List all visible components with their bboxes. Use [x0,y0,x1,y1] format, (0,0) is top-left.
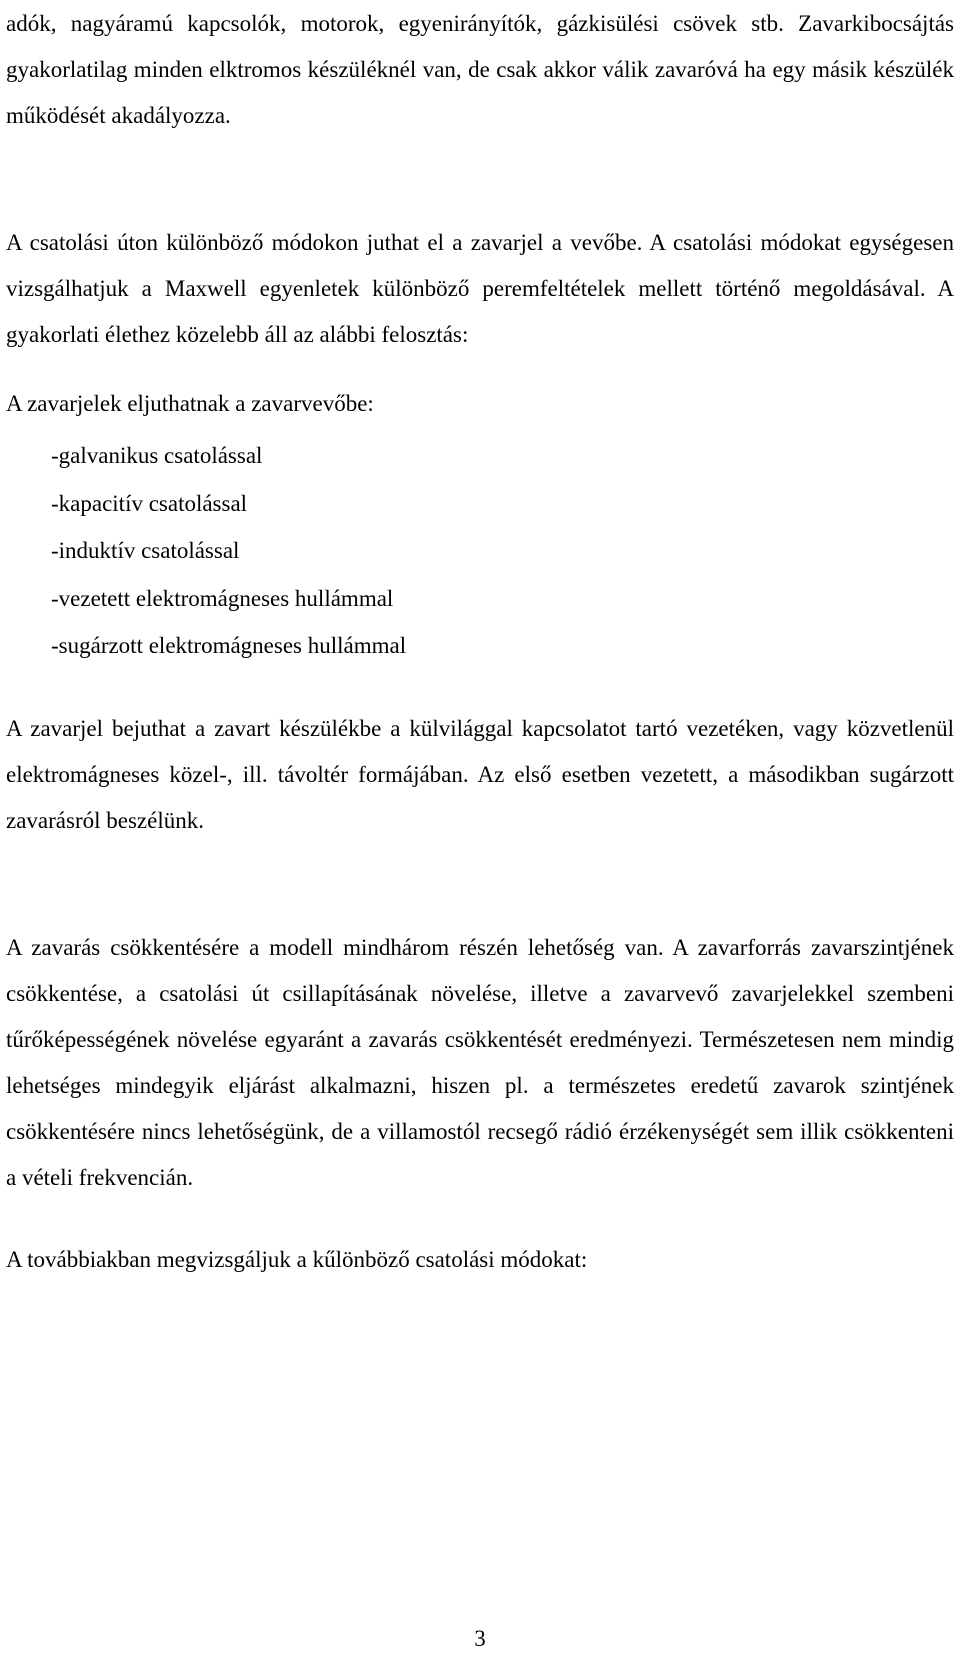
page-number: 3 [474,1626,486,1651]
paragraph-interference-reduction: A zavarás csökkentésére a modell mindhárom részén lehetőség van. A zavarforrás zavarszintjének csökkentése, a csatolási út csillapításának növelése, illetve a zavarvevő zavarjelekkel szembeni tűrőképességének növelése egyaránt a zavarás csökkentését eredményezi. Természetesen nem mindig lehetséges mindegyik eljárást alkalmazni, hiszen pl. a természetes eredetű zavarok szintjének csökkentésére nincs lehetőségünk, de a villamostól recsegő rádió érzékenységét sem illik csökkenteni a vételi frekvencián. [6,935,954,1190]
paragraph-list-intro: A zavarjelek eljuthatnak a zavarvevőbe: [6,391,374,416]
list-item: -kapacitív csatolással [51,490,248,516]
list-item: -sugárzott elektromágneses hullámmal [51,633,407,658]
coupling-types-list [6,432,954,670]
paragraph-coupling-modes: A csatolási úton különböző módokon juthat el a zavarjel a vevőbe. A csatolási módokat egységesen vizsgálhatjuk a Maxwell egyenletek különböző peremfeltételek mellett történő megoldásával. A gyakorlati élethez közelebb áll az alábbi felosztás: [6,230,954,347]
list-item: -vezetett elektromágneses hullámmal [51,585,394,611]
list-item: -induktív csatolással [51,538,240,563]
paragraph-further-examination: A továbbiakban megvizsgáljuk a kűlönböző csatolási módokat: [6,1247,588,1272]
paragraph-emission-sources: adók, nagyáramú kapcsolók, motorok, egyenirányítók, gázkisülési csövek stb. Zavarkibocsájtás gyakorlatilag minden elktromos készüléknél van, de csak akkor válik zavaróvá ha egy másik készülék működését akadályozza. [6,11,954,128]
list-item: -galvanikus csatolással [51,443,263,468]
paragraph-conducted-radiated: A zavarjel bejuthat a zavart készülékbe a külvilággal kapcsolatot tartó vezetéken, vagy közvetlenül elektromágneses közel-, ill. távoltér formájában. Az első esetben vezetett, a másodikban sugárzott zavarásról beszélünk. [6,716,954,833]
